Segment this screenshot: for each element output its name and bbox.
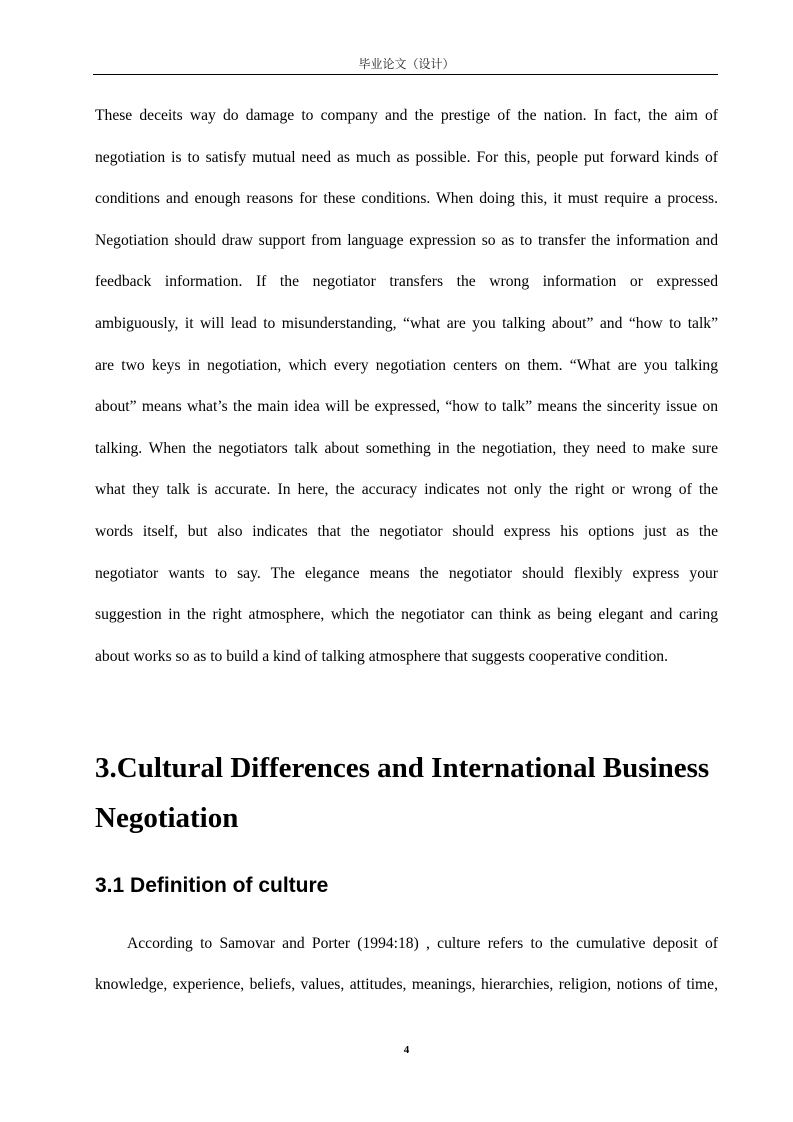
paragraph-line: about works so as to build a kind of talking atmosphere that suggests cooperative condition. bbox=[95, 648, 668, 665]
section-heading-line: 3.Cultural Differences and International Business bbox=[95, 752, 710, 784]
paragraph-line: conditions and enough reasons for these conditions. When doing this, it must require a process. bbox=[95, 190, 718, 207]
running-header: 毕业论文（设计） bbox=[358, 57, 455, 71]
paragraph-line: suggestion in the right atmosphere, which the negotiator can think as being elegant and caring bbox=[95, 606, 718, 623]
paragraph-line: knowledge, experience, beliefs, values, attitudes, meanings, hierarchies, religion, notions of time, bbox=[95, 976, 718, 993]
paragraph-line: negotiation is to satisfy mutual need as much as possible. For this, people put forward kinds of bbox=[95, 149, 718, 166]
section-heading-line: Negotiation bbox=[95, 802, 239, 834]
paragraph-line: Negotiation should draw support from language expression so as to transfer the information and bbox=[95, 232, 718, 249]
page-number: 4 bbox=[403, 1044, 410, 1056]
subsection-heading: 3.1 Definition of culture bbox=[95, 874, 329, 897]
paragraph-line: These deceits way do damage to company and the prestige of the nation. In fact, the aim of bbox=[95, 107, 718, 124]
paragraph-line: feedback information. If the negotiator transfers the wrong information or expressed bbox=[95, 273, 718, 290]
paragraph-line: are two keys in negotiation, which every negotiation centers on them. “What are you talking bbox=[95, 357, 718, 374]
paragraph-line: what they talk is accurate. In here, the accuracy indicates not only the right or wrong of the bbox=[95, 481, 718, 498]
header-divider bbox=[93, 74, 718, 75]
paragraph-line: about” means what’s the main idea will be expressed, “how to talk” means the sincerity issue on bbox=[95, 398, 718, 415]
paragraph-line: talking. When the negotiators talk about something in the negotiation, they need to make sure bbox=[95, 440, 718, 457]
paragraph-line: negotiator wants to say. The elegance means the negotiator should flexibly express your bbox=[95, 565, 718, 582]
paragraph-line: words itself, but also indicates that the negotiator should express his options just as the bbox=[95, 523, 718, 540]
paragraph-line: According to Samovar and Porter (1994:18) , culture refers to the cumulative deposit of bbox=[127, 935, 718, 952]
paragraph-line: ambiguously, it will lead to misunderstanding, “what are you talking about” and “how to talk” bbox=[95, 315, 718, 332]
